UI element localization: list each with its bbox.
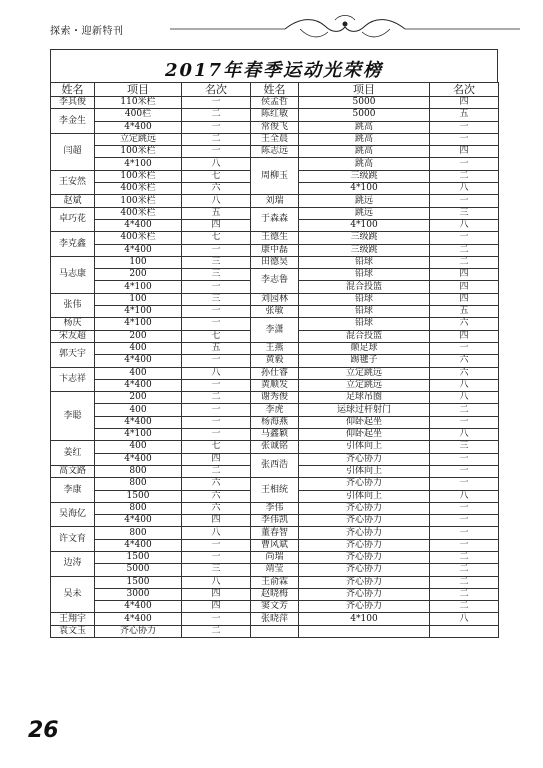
right-event-cell: 仰卧起坐 bbox=[299, 416, 430, 428]
left-event-cell: 4*400 bbox=[95, 355, 182, 367]
left-name-cell: 卞志祥 bbox=[51, 367, 95, 392]
column-header: 项目 bbox=[299, 83, 430, 97]
right-event-cell: 跳远 bbox=[299, 207, 430, 219]
right-event-cell: 立定跳远 bbox=[299, 367, 430, 379]
right-name-cell: 王俞霖 bbox=[251, 576, 299, 588]
left-event-cell: 800 bbox=[95, 502, 182, 514]
right-event-cell: 立定跳远 bbox=[299, 379, 430, 391]
right-name-cell: 张晓萍 bbox=[251, 613, 299, 625]
left-event-cell: 1500 bbox=[95, 576, 182, 588]
left-event-cell: 4*100 bbox=[95, 306, 182, 318]
table-row bbox=[51, 576, 499, 588]
right-event-cell: 跳远 bbox=[299, 195, 430, 207]
left-rank-cell: 一 bbox=[182, 404, 251, 416]
left-rank-cell: 一 bbox=[182, 97, 251, 109]
table-row bbox=[51, 306, 499, 318]
right-rank-cell: 二 bbox=[430, 564, 499, 576]
left-event-cell: 100米栏 bbox=[95, 195, 182, 207]
right-event-cell: 引体向上 bbox=[299, 441, 430, 453]
right-event-cell: 混合投篮 bbox=[299, 330, 430, 342]
left-rank-cell: 一 bbox=[182, 318, 251, 330]
left-event-cell: 1500 bbox=[95, 490, 182, 502]
column-header: 名次 bbox=[182, 83, 251, 97]
left-event-cell: 400栏 bbox=[95, 109, 182, 121]
right-rank-cell: 八 bbox=[430, 613, 499, 625]
right-rank-cell: 二 bbox=[430, 404, 499, 416]
right-name-cell: 黄毅 bbox=[251, 355, 299, 367]
left-event-cell: 4*400 bbox=[95, 244, 182, 256]
table-row bbox=[51, 269, 499, 281]
right-rank-cell: 八 bbox=[430, 379, 499, 391]
right-name-cell: 李虎 bbox=[251, 404, 299, 416]
table-row bbox=[51, 97, 499, 109]
right-rank-cell: 八 bbox=[430, 429, 499, 441]
right-event-cell: 铅球 bbox=[299, 293, 430, 305]
left-event-cell: 4*400 bbox=[95, 416, 182, 428]
left-name-cell: 吴未 bbox=[51, 576, 95, 613]
table-header-row bbox=[51, 83, 499, 97]
left-rank-cell: 三 bbox=[182, 269, 251, 281]
column-header: 名次 bbox=[430, 83, 499, 97]
right-event-cell: 引体向上 bbox=[299, 490, 430, 502]
column-header: 姓名 bbox=[51, 83, 95, 97]
table-row bbox=[51, 441, 499, 453]
right-rank-cell: 四 bbox=[430, 97, 499, 109]
table-row bbox=[51, 527, 499, 539]
right-name-cell: 陈志远 bbox=[251, 146, 299, 158]
right-name-cell: 康中磊 bbox=[251, 244, 299, 256]
right-name-cell: 董春智 bbox=[251, 527, 299, 539]
table-row bbox=[51, 342, 499, 354]
page-header bbox=[50, 14, 520, 48]
left-rank-cell: 二 bbox=[182, 465, 251, 477]
table-row bbox=[51, 564, 499, 576]
table-row bbox=[51, 367, 499, 379]
right-name-cell: 黄顺发 bbox=[251, 379, 299, 391]
table-row bbox=[51, 207, 499, 219]
right-rank-cell: 一 bbox=[430, 232, 499, 244]
right-rank-cell: 一 bbox=[430, 158, 499, 170]
left-event-cell: 400 bbox=[95, 441, 182, 453]
left-event-cell: 4*400 bbox=[95, 121, 182, 133]
left-rank-cell: 一 bbox=[182, 551, 251, 563]
right-event-cell: 三级跳 bbox=[299, 170, 430, 182]
table-row bbox=[51, 146, 499, 158]
table-row bbox=[51, 416, 499, 428]
left-event-cell: 400米栏 bbox=[95, 183, 182, 195]
left-event-cell: 400米栏 bbox=[95, 232, 182, 244]
left-rank-cell: 八 bbox=[182, 158, 251, 170]
right-rank-cell: 二 bbox=[430, 256, 499, 268]
left-event-cell: 100米栏 bbox=[95, 170, 182, 182]
left-name-cell: 卓巧花 bbox=[51, 207, 95, 232]
right-rank-cell: 八 bbox=[430, 219, 499, 231]
right-name-cell: 靖莹 bbox=[251, 564, 299, 576]
left-event-cell: 立定跳远 bbox=[95, 133, 182, 145]
right-event-cell: 齐心协力 bbox=[299, 551, 430, 563]
right-rank-cell: 四 bbox=[430, 269, 499, 281]
right-event-cell: 跳高 bbox=[299, 158, 430, 170]
column-header: 项目 bbox=[95, 83, 182, 97]
left-rank-cell: 二 bbox=[182, 133, 251, 145]
right-event-cell: 运球过杆射门 bbox=[299, 404, 430, 416]
left-rank-cell: 八 bbox=[182, 367, 251, 379]
left-name-cell: 袁文玉 bbox=[51, 625, 95, 637]
right-rank-cell: 一 bbox=[430, 527, 499, 539]
table-row bbox=[51, 232, 499, 244]
left-event-cell: 3000 bbox=[95, 588, 182, 600]
right-event-cell: 4*100 bbox=[299, 219, 430, 231]
right-event-cell: 三级跳 bbox=[299, 244, 430, 256]
table-row bbox=[51, 429, 499, 441]
right-rank-cell: 二 bbox=[430, 244, 499, 256]
left-event-cell: 100 bbox=[95, 293, 182, 305]
right-name-cell: 张敏 bbox=[251, 306, 299, 318]
title-box bbox=[50, 49, 498, 83]
left-name-cell: 杨庆 bbox=[51, 318, 95, 330]
right-empty-cell bbox=[251, 625, 299, 637]
right-rank-cell: 四 bbox=[430, 281, 499, 293]
right-name-cell: 杨海燕 bbox=[251, 416, 299, 428]
right-event-cell: 铅球 bbox=[299, 269, 430, 281]
table-row bbox=[51, 613, 499, 625]
right-rank-cell: 一 bbox=[430, 453, 499, 465]
right-name-cell: 刘瑞 bbox=[251, 195, 299, 207]
left-event-cell: 4*100 bbox=[95, 281, 182, 293]
right-event-cell: 踢毽子 bbox=[299, 355, 430, 367]
table-row bbox=[51, 244, 499, 256]
left-rank-cell: 三 bbox=[182, 293, 251, 305]
right-rank-cell: 三 bbox=[430, 207, 499, 219]
right-name-cell: 于森森 bbox=[251, 207, 299, 232]
right-name-cell: 李伟凯 bbox=[251, 515, 299, 527]
left-rank-cell: 六 bbox=[182, 478, 251, 490]
left-rank-cell: 二 bbox=[182, 392, 251, 404]
table-row bbox=[51, 478, 499, 490]
table-row bbox=[51, 392, 499, 404]
right-event-cell: 4*100 bbox=[299, 183, 430, 195]
left-rank-cell: 八 bbox=[182, 195, 251, 207]
left-event-cell: 110米栏 bbox=[95, 97, 182, 109]
right-rank-cell: 一 bbox=[430, 502, 499, 514]
left-rank-cell: 一 bbox=[182, 429, 251, 441]
table-row bbox=[51, 318, 499, 330]
left-name-cell: 宋友超 bbox=[51, 330, 95, 342]
left-rank-cell: 七 bbox=[182, 170, 251, 182]
left-name-cell: 张伟 bbox=[51, 293, 95, 318]
left-rank-cell: 四 bbox=[182, 588, 251, 600]
left-event-cell: 4*400 bbox=[95, 601, 182, 613]
right-rank-cell: 一 bbox=[430, 342, 499, 354]
right-name-cell: 王燕 bbox=[251, 342, 299, 354]
page-number: 26 bbox=[28, 718, 59, 743]
right-name-cell: 马鑫颖 bbox=[251, 429, 299, 441]
table-row bbox=[51, 293, 499, 305]
right-rank-cell: 二 bbox=[430, 601, 499, 613]
left-name-cell: 李其俊 bbox=[51, 97, 95, 109]
left-event-cell: 400米栏 bbox=[95, 207, 182, 219]
left-event-cell: 4*100 bbox=[95, 158, 182, 170]
left-event-cell: 4*400 bbox=[95, 219, 182, 231]
right-name-cell: 李志鲁 bbox=[251, 269, 299, 294]
left-rank-cell: 一 bbox=[182, 379, 251, 391]
right-rank-cell: 二 bbox=[430, 576, 499, 588]
left-rank-cell: 三 bbox=[182, 564, 251, 576]
right-rank-cell: 一 bbox=[430, 195, 499, 207]
right-rank-cell: 八 bbox=[430, 490, 499, 502]
right-name-cell: 陈红敏 bbox=[251, 109, 299, 121]
right-rank-cell: 四 bbox=[430, 330, 499, 342]
left-name-cell: 马志康 bbox=[51, 256, 95, 293]
left-name-cell: 李金生 bbox=[51, 109, 95, 134]
left-rank-cell: 一 bbox=[182, 121, 251, 133]
right-name-cell: 张诚铭 bbox=[251, 441, 299, 453]
right-rank-cell: 六 bbox=[430, 355, 499, 367]
ornament-divider bbox=[170, 14, 520, 44]
issue-label: 探索・迎新特刊 bbox=[50, 26, 124, 37]
table-row bbox=[51, 502, 499, 514]
left-event-cell: 4*400 bbox=[95, 379, 182, 391]
right-rank-cell: 八 bbox=[430, 183, 499, 195]
right-event-cell: 三级跳 bbox=[299, 232, 430, 244]
left-event-cell: 100 bbox=[95, 256, 182, 268]
right-name-cell: 刘园林 bbox=[251, 293, 299, 305]
table-row bbox=[51, 625, 499, 637]
left-rank-cell: 五 bbox=[182, 342, 251, 354]
left-name-cell: 王安然 bbox=[51, 170, 95, 195]
right-rank-cell: 一 bbox=[430, 515, 499, 527]
left-event-cell: 200 bbox=[95, 330, 182, 342]
right-name-cell: 王德生 bbox=[251, 232, 299, 244]
left-event-cell: 5000 bbox=[95, 564, 182, 576]
left-rank-cell: 二 bbox=[182, 109, 251, 121]
right-event-cell: 铅球 bbox=[299, 318, 430, 330]
left-name-cell: 边涛 bbox=[51, 551, 95, 576]
right-rank-cell: 三 bbox=[430, 441, 499, 453]
left-rank-cell: 六 bbox=[182, 183, 251, 195]
right-event-cell: 齐心协力 bbox=[299, 588, 430, 600]
left-rank-cell: 七 bbox=[182, 441, 251, 453]
left-rank-cell: 一 bbox=[182, 613, 251, 625]
right-name-cell: 周柳玉 bbox=[251, 158, 299, 195]
left-rank-cell: 四 bbox=[182, 453, 251, 465]
right-rank-cell: 一 bbox=[430, 416, 499, 428]
left-name-cell: 赵斌 bbox=[51, 195, 95, 207]
left-rank-cell: 八 bbox=[182, 576, 251, 588]
right-name-cell: 尚瑞 bbox=[251, 551, 299, 563]
left-event-cell: 4*400 bbox=[95, 515, 182, 527]
right-event-cell: 齐心协力 bbox=[299, 539, 430, 551]
table-row bbox=[51, 515, 499, 527]
left-rank-cell: 八 bbox=[182, 527, 251, 539]
left-name-cell: 郭天宇 bbox=[51, 342, 95, 367]
honor-roll-table bbox=[50, 82, 499, 638]
right-name-cell: 张西浩 bbox=[251, 453, 299, 478]
left-name-cell: 姜红 bbox=[51, 441, 95, 466]
left-event-cell: 4*400 bbox=[95, 613, 182, 625]
left-rank-cell: 四 bbox=[182, 219, 251, 231]
left-rank-cell: 六 bbox=[182, 502, 251, 514]
right-event-cell: 齐心协力 bbox=[299, 601, 430, 613]
right-rank-cell: 四 bbox=[430, 146, 499, 158]
left-rank-cell: 七 bbox=[182, 232, 251, 244]
right-name-cell: 侯孟哲 bbox=[251, 97, 299, 109]
left-rank-cell: 四 bbox=[182, 515, 251, 527]
right-rank-cell: 一 bbox=[430, 539, 499, 551]
right-empty-cell bbox=[430, 625, 499, 637]
right-rank-cell: 一 bbox=[430, 121, 499, 133]
right-event-cell: 齐心协力 bbox=[299, 515, 430, 527]
table-row bbox=[51, 195, 499, 207]
left-event-cell: 4*100 bbox=[95, 318, 182, 330]
left-rank-cell: 三 bbox=[182, 256, 251, 268]
left-rank-cell: 五 bbox=[182, 207, 251, 219]
left-event-cell: 100米栏 bbox=[95, 146, 182, 158]
table-row bbox=[51, 588, 499, 600]
left-event-cell: 400 bbox=[95, 342, 182, 354]
right-event-cell: 颠足球 bbox=[299, 342, 430, 354]
left-rank-cell: 一 bbox=[182, 244, 251, 256]
right-event-cell: 足球吊圈 bbox=[299, 392, 430, 404]
right-name-cell: 孙仕睿 bbox=[251, 367, 299, 379]
right-name-cell: 常俊飞 bbox=[251, 121, 299, 133]
left-event-cell: 800 bbox=[95, 478, 182, 490]
table-row bbox=[51, 453, 499, 465]
table-row bbox=[51, 404, 499, 416]
right-rank-cell: 五 bbox=[430, 306, 499, 318]
table-row bbox=[51, 256, 499, 268]
right-rank-cell: 一 bbox=[430, 465, 499, 477]
table-row bbox=[51, 133, 499, 145]
right-name-cell: 田德昊 bbox=[251, 256, 299, 268]
right-rank-cell: 八 bbox=[430, 392, 499, 404]
right-event-cell: 4*100 bbox=[299, 613, 430, 625]
right-event-cell: 齐心协力 bbox=[299, 527, 430, 539]
table-row bbox=[51, 601, 499, 613]
right-rank-cell: 二 bbox=[430, 588, 499, 600]
right-event-cell: 5000 bbox=[299, 109, 430, 121]
column-header: 姓名 bbox=[251, 83, 299, 97]
right-event-cell: 跳高 bbox=[299, 133, 430, 145]
right-event-cell: 齐心协力 bbox=[299, 502, 430, 514]
left-rank-cell: 一 bbox=[182, 416, 251, 428]
right-event-cell: 跳高 bbox=[299, 146, 430, 158]
left-name-cell: 吴海亿 bbox=[51, 502, 95, 527]
left-event-cell: 4*400 bbox=[95, 453, 182, 465]
right-rank-cell: 五 bbox=[430, 109, 499, 121]
left-rank-cell: 四 bbox=[182, 601, 251, 613]
right-rank-cell: 一 bbox=[430, 478, 499, 490]
left-name-cell: 高文路 bbox=[51, 465, 95, 477]
right-name-cell: 李伟 bbox=[251, 502, 299, 514]
right-empty-cell bbox=[299, 625, 430, 637]
left-rank-cell: 一 bbox=[182, 355, 251, 367]
left-event-cell: 齐心协力 bbox=[95, 625, 182, 637]
left-rank-cell: 六 bbox=[182, 490, 251, 502]
left-rank-cell: 一 bbox=[182, 306, 251, 318]
table-row bbox=[51, 121, 499, 133]
right-event-cell: 齐心协力 bbox=[299, 564, 430, 576]
left-event-cell: 800 bbox=[95, 465, 182, 477]
left-rank-cell: 七 bbox=[182, 330, 251, 342]
right-name-cell: 赵晓梅 bbox=[251, 588, 299, 600]
left-event-cell: 4*400 bbox=[95, 539, 182, 551]
left-event-cell: 200 bbox=[95, 392, 182, 404]
right-event-cell: 齐心协力 bbox=[299, 576, 430, 588]
left-name-cell: 王翔宇 bbox=[51, 613, 95, 625]
left-rank-cell: 二 bbox=[182, 625, 251, 637]
page-title: 2017年春季运动光荣榜 bbox=[164, 60, 384, 81]
right-event-cell: 仰卧起坐 bbox=[299, 429, 430, 441]
right-event-cell: 5000 bbox=[299, 97, 430, 109]
table-row bbox=[51, 158, 499, 170]
left-rank-cell: 一 bbox=[182, 281, 251, 293]
right-name-cell: 曹风斌 bbox=[251, 539, 299, 551]
table-row bbox=[51, 539, 499, 551]
right-event-cell: 齐心协力 bbox=[299, 478, 430, 490]
left-event-cell: 4*100 bbox=[95, 429, 182, 441]
right-name-cell: 窦文芳 bbox=[251, 601, 299, 613]
left-event-cell: 200 bbox=[95, 269, 182, 281]
left-name-cell: 闫超 bbox=[51, 133, 95, 170]
left-name-cell: 许文育 bbox=[51, 527, 95, 552]
right-event-cell: 混合投篮 bbox=[299, 281, 430, 293]
right-rank-cell: 六 bbox=[430, 318, 499, 330]
right-rank-cell: 四 bbox=[430, 293, 499, 305]
right-rank-cell: 一 bbox=[430, 133, 499, 145]
left-event-cell: 400 bbox=[95, 367, 182, 379]
right-event-cell: 铅球 bbox=[299, 306, 430, 318]
right-name-cell: 王相统 bbox=[251, 478, 299, 503]
right-event-cell: 铅球 bbox=[299, 256, 430, 268]
left-event-cell: 800 bbox=[95, 527, 182, 539]
right-rank-cell: 二 bbox=[430, 170, 499, 182]
left-name-cell: 李克鑫 bbox=[51, 232, 95, 257]
left-rank-cell: 一 bbox=[182, 146, 251, 158]
left-event-cell: 1500 bbox=[95, 551, 182, 563]
table-row bbox=[51, 109, 499, 121]
left-event-cell: 400 bbox=[95, 404, 182, 416]
right-rank-cell: 六 bbox=[430, 367, 499, 379]
right-name-cell: 王全晨 bbox=[251, 133, 299, 145]
table-row bbox=[51, 355, 499, 367]
right-name-cell: 李潇 bbox=[251, 318, 299, 343]
left-name-cell: 李康 bbox=[51, 478, 95, 503]
table-row bbox=[51, 379, 499, 391]
left-name-cell: 李聪 bbox=[51, 392, 95, 441]
right-event-cell: 引体向上 bbox=[299, 465, 430, 477]
right-event-cell: 齐心协力 bbox=[299, 453, 430, 465]
right-name-cell: 谢秀俊 bbox=[251, 392, 299, 404]
right-rank-cell: 二 bbox=[430, 551, 499, 563]
table-row bbox=[51, 551, 499, 563]
left-rank-cell: 一 bbox=[182, 539, 251, 551]
right-event-cell: 跳高 bbox=[299, 121, 430, 133]
